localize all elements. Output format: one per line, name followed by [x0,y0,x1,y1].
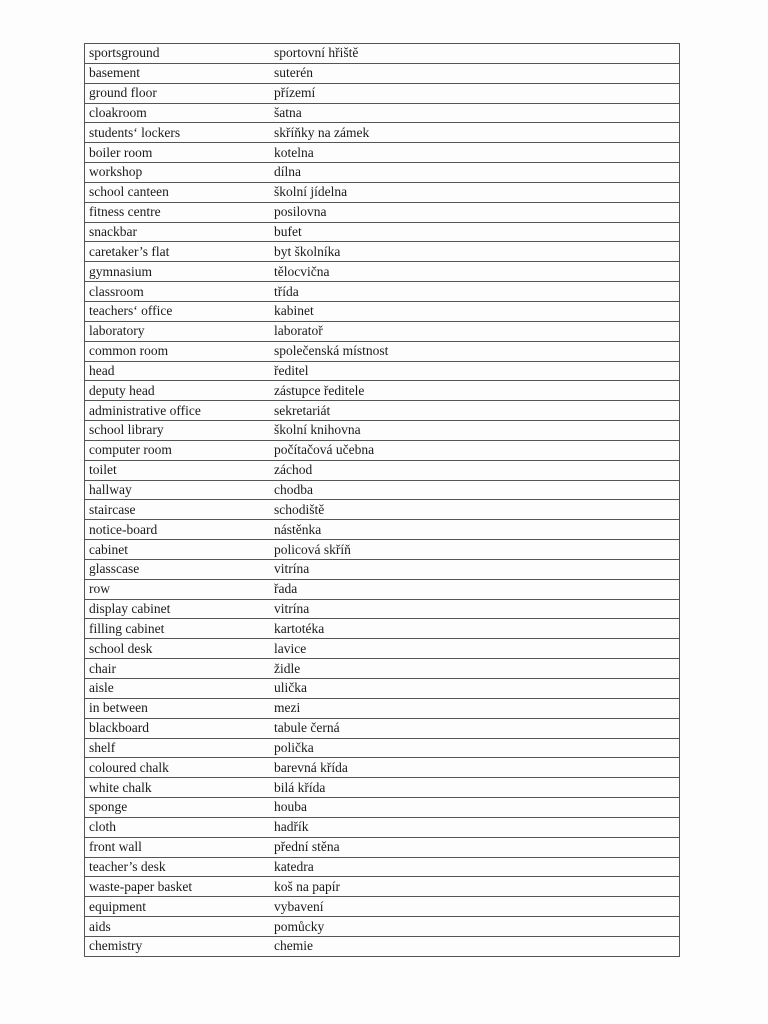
english-term-cell: notice-board [85,520,271,540]
table-row [85,103,680,123]
english-term-cell: coloured chalk [85,758,271,778]
czech-translation-cell: posilovna [270,202,680,222]
table-row [85,778,680,798]
table-row [85,421,680,441]
czech-translation-cell: byt školníka [270,242,680,262]
table-row [85,321,680,341]
czech-translation-cell: hadřík [270,817,680,837]
english-term-cell: basement [85,63,271,83]
czech-translation-cell: bufet [270,222,680,242]
table-row [85,619,680,639]
table-row [85,540,680,560]
english-term-cell: deputy head [85,381,271,401]
table-row [85,480,680,500]
table-row [85,897,680,917]
english-term-cell: shelf [85,738,271,758]
vocabulary-table [84,43,680,957]
english-term-cell: equipment [85,897,271,917]
table-row [85,63,680,83]
english-term-cell: row [85,579,271,599]
czech-translation-cell: židle [270,659,680,679]
czech-translation-cell: koš na papír [270,877,680,897]
english-term-cell: toilet [85,460,271,480]
english-term-cell: waste-paper basket [85,877,271,897]
table-row [85,163,680,183]
english-term-cell: cloakroom [85,103,271,123]
english-term-cell: aids [85,917,271,937]
czech-translation-cell: záchod [270,460,680,480]
czech-translation-cell: tabule černá [270,718,680,738]
english-term-cell: students‘ lockers [85,123,271,143]
czech-translation-cell: společenská místnost [270,341,680,361]
english-term-cell: head [85,361,271,381]
czech-translation-cell: přízemí [270,83,680,103]
english-term-cell: display cabinet [85,599,271,619]
table-row [85,639,680,659]
czech-translation-cell: suterén [270,63,680,83]
table-row [85,758,680,778]
english-term-cell: sponge [85,798,271,818]
english-term-cell: glasscase [85,559,271,579]
english-term-cell: blackboard [85,718,271,738]
czech-translation-cell: pomůcky [270,917,680,937]
table-row [85,718,680,738]
english-term-cell: boiler room [85,143,271,163]
table-row [85,877,680,897]
table-row [85,837,680,857]
table-row [85,440,680,460]
table-row [85,857,680,877]
english-term-cell: filling cabinet [85,619,271,639]
table-row [85,460,680,480]
english-term-cell: ground floor [85,83,271,103]
czech-translation-cell: lavice [270,639,680,659]
table-row [85,679,680,699]
english-term-cell: gymnasium [85,262,271,282]
english-term-cell: teachers‘ office [85,301,271,321]
table-row [85,143,680,163]
czech-translation-cell: nástěnka [270,520,680,540]
czech-translation-cell: ulička [270,679,680,699]
table-row [85,599,680,619]
czech-translation-cell: skříňky na zámek [270,123,680,143]
table-row [85,738,680,758]
czech-translation-cell: kabinet [270,301,680,321]
czech-translation-cell: bilá křída [270,778,680,798]
czech-translation-cell: ředitel [270,361,680,381]
czech-translation-cell: školní jídelna [270,182,680,202]
english-term-cell: chair [85,659,271,679]
english-term-cell: caretaker’s flat [85,242,271,262]
table-row [85,282,680,302]
table-row [85,698,680,718]
czech-translation-cell: sportovní hřiště [270,44,680,64]
english-term-cell: aisle [85,679,271,699]
table-row [85,83,680,103]
table-row [85,182,680,202]
table-row [85,381,680,401]
table-row [85,817,680,837]
english-term-cell: in between [85,698,271,718]
english-term-cell: classroom [85,282,271,302]
english-term-cell: administrative office [85,401,271,421]
vocabulary-table-body [85,44,680,957]
table-row [85,520,680,540]
table-row [85,262,680,282]
czech-translation-cell: třída [270,282,680,302]
table-row [85,202,680,222]
english-term-cell: staircase [85,500,271,520]
czech-translation-cell: katedra [270,857,680,877]
english-term-cell: snackbar [85,222,271,242]
english-term-cell: hallway [85,480,271,500]
english-term-cell: fitness centre [85,202,271,222]
czech-translation-cell: šatna [270,103,680,123]
czech-translation-cell: houba [270,798,680,818]
english-term-cell: school desk [85,639,271,659]
czech-translation-cell: dílna [270,163,680,183]
czech-translation-cell: školní knihovna [270,421,680,441]
table-row [85,579,680,599]
czech-translation-cell: vitrína [270,599,680,619]
english-term-cell: common room [85,341,271,361]
table-row [85,242,680,262]
table-row [85,559,680,579]
czech-translation-cell: přední stěna [270,837,680,857]
english-term-cell: chemistry [85,936,271,956]
english-term-cell: laboratory [85,321,271,341]
czech-translation-cell: kotelna [270,143,680,163]
table-row [85,44,680,64]
czech-translation-cell: tělocvična [270,262,680,282]
english-term-cell: white chalk [85,778,271,798]
english-term-cell: school canteen [85,182,271,202]
czech-translation-cell: chodba [270,480,680,500]
czech-translation-cell: schodiště [270,500,680,520]
czech-translation-cell: kartotéka [270,619,680,639]
czech-translation-cell: vitrína [270,559,680,579]
czech-translation-cell: zástupce ředitele [270,381,680,401]
czech-translation-cell: sekretariát [270,401,680,421]
table-row [85,341,680,361]
table-row [85,936,680,956]
english-term-cell: teacher’s desk [85,857,271,877]
czech-translation-cell: chemie [270,936,680,956]
table-row [85,123,680,143]
english-term-cell: cloth [85,817,271,837]
czech-translation-cell: laboratoř [270,321,680,341]
czech-translation-cell: vybavení [270,897,680,917]
czech-translation-cell: řada [270,579,680,599]
czech-translation-cell: počítačová učebna [270,440,680,460]
table-row [85,659,680,679]
table-row [85,500,680,520]
czech-translation-cell: mezi [270,698,680,718]
czech-translation-cell: policová skříň [270,540,680,560]
english-term-cell: sportsground [85,44,271,64]
table-row [85,222,680,242]
table-row [85,401,680,421]
english-term-cell: front wall [85,837,271,857]
czech-translation-cell: barevná křída [270,758,680,778]
english-term-cell: school library [85,421,271,441]
english-term-cell: computer room [85,440,271,460]
table-row [85,361,680,381]
english-term-cell: cabinet [85,540,271,560]
table-row [85,917,680,937]
english-term-cell: workshop [85,163,271,183]
czech-translation-cell: polička [270,738,680,758]
table-row [85,301,680,321]
table-row [85,798,680,818]
